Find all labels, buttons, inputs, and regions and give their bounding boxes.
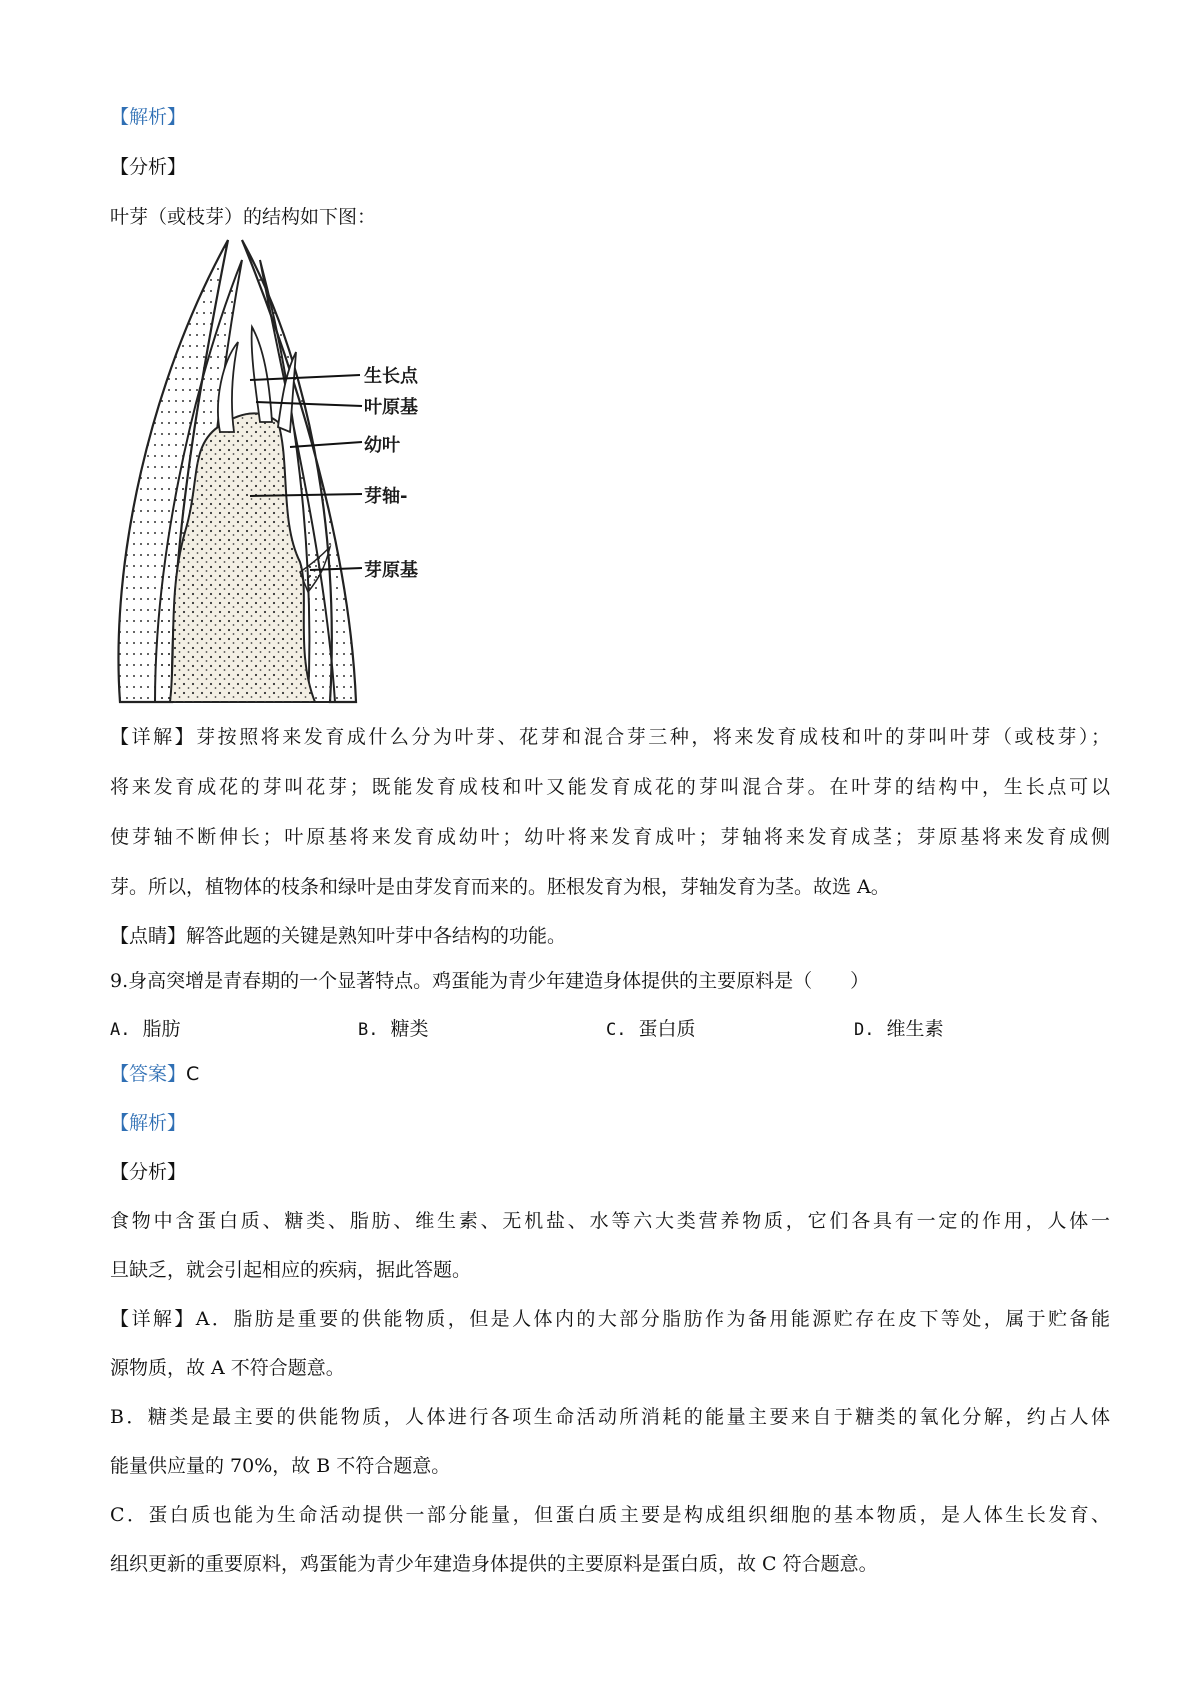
option-text: 蛋白质: [638, 1018, 696, 1040]
key-point-text: 【点睛】解答此题的关键是熟知叶芽中各结构的功能。: [110, 925, 567, 947]
label-bud-axis: 芽轴-: [364, 486, 408, 507]
answer-label[interactable]: 【答案】: [110, 1063, 187, 1085]
section-heading-jiexi-2[interactable]: 【解析】: [110, 1112, 187, 1134]
option-text: 脂肪: [142, 1018, 181, 1040]
option-key: B.: [358, 1020, 379, 1040]
leaf-primordium-pointer: [256, 402, 362, 406]
detail-b-line: 能量供应量的 70%，故 B 不符合题意。: [110, 1455, 451, 1477]
option-text: 糖类: [390, 1018, 429, 1040]
label-young-leaf: 幼叶: [364, 435, 400, 456]
option-a: [110, 1015, 181, 1044]
analysis-paragraph-line: 旦缺乏，就会引起相应的疾病，据此答题。: [110, 1259, 472, 1281]
detail-c-line: C．蛋白质也能为生命活动提供一部分能量，但蛋白质主要是构成组织细胞的基本物质，是人体生长发育、: [110, 1504, 1110, 1526]
option-d: [854, 1015, 944, 1044]
option-key: D.: [854, 1020, 875, 1040]
section-heading-jiexi[interactable]: 【解析】: [110, 106, 187, 128]
detail-paragraph-line: 使芽轴不断伸长；叶原基将来发育成幼叶；幼叶将来发育成叶；芽轴将来发育成茎；芽原基将来发育成侧: [110, 826, 1110, 848]
detail-b-line: B．糖类是最主要的供能物质，人体进行各项生命活动所消耗的能量主要来自于糖类的氧化分解，约占人体: [110, 1406, 1110, 1428]
section-heading-fenxi: 【分析】: [110, 156, 187, 178]
leaf-bud-illustration: [110, 232, 470, 708]
detail-a-line: 源物质，故 A 不符合题意。: [110, 1357, 345, 1379]
detail-paragraph-line: 将来发育成花的芽叫花芽；既能发育成枝和叶又能发育成花的芽叫混合芽。在叶芽的结构中，生长点可以: [110, 776, 1110, 798]
detail-paragraph-line: 芽。所以，植物体的枝条和绿叶是由芽发育而来的。胚根发育为根，芽轴发育为茎。故选 A。: [110, 876, 890, 898]
detail-paragraph-line: 【详解】芽按照将来发育成什么分为叶芽、花芽和混合芽三种，将来发育成枝和叶的芽叫叶芽（或枝芽）；: [110, 726, 1110, 748]
answer-value: C: [186, 1063, 200, 1085]
option-key: C.: [606, 1020, 627, 1040]
diagram-intro-text: 叶芽（或枝芽）的结构如下图：: [110, 206, 377, 228]
label-leaf-primordium: 叶原基: [364, 397, 418, 418]
detail-c-line: 组织更新的重要原料，鸡蛋能为青少年建造身体提供的主要原料是蛋白质，故 C 符合题意。: [110, 1553, 878, 1575]
section-heading-fenxi-2: 【分析】: [110, 1161, 187, 1183]
young-leaf-pointer: [290, 442, 362, 447]
answer-line: [110, 1060, 1110, 1088]
question-text: 9.身高突增是青春期的一个显著特点。鸡蛋能为青少年建造身体提供的主要原料是（ ）: [110, 970, 870, 992]
detail-a-line: 【详解】A．脂肪是重要的供能物质，但是人体内的大部分脂肪作为备用能源贮存在皮下等处，属于贮备能: [110, 1308, 1110, 1330]
label-bud-primordium: 芽原基: [364, 560, 418, 581]
analysis-paragraph-line: 食物中含蛋白质、糖类、脂肪、维生素、无机盐、水等六大类营养物质，它们各具有一定的作用，人体一: [110, 1210, 1110, 1232]
leaf-bud-diagram: [110, 232, 470, 708]
option-key: A.: [110, 1020, 131, 1040]
option-c: [606, 1015, 696, 1044]
label-growth-point: 生长点: [364, 366, 418, 387]
option-b: [358, 1015, 429, 1044]
option-text: 维生素: [886, 1018, 944, 1040]
young-leaf-middle: [252, 327, 272, 422]
